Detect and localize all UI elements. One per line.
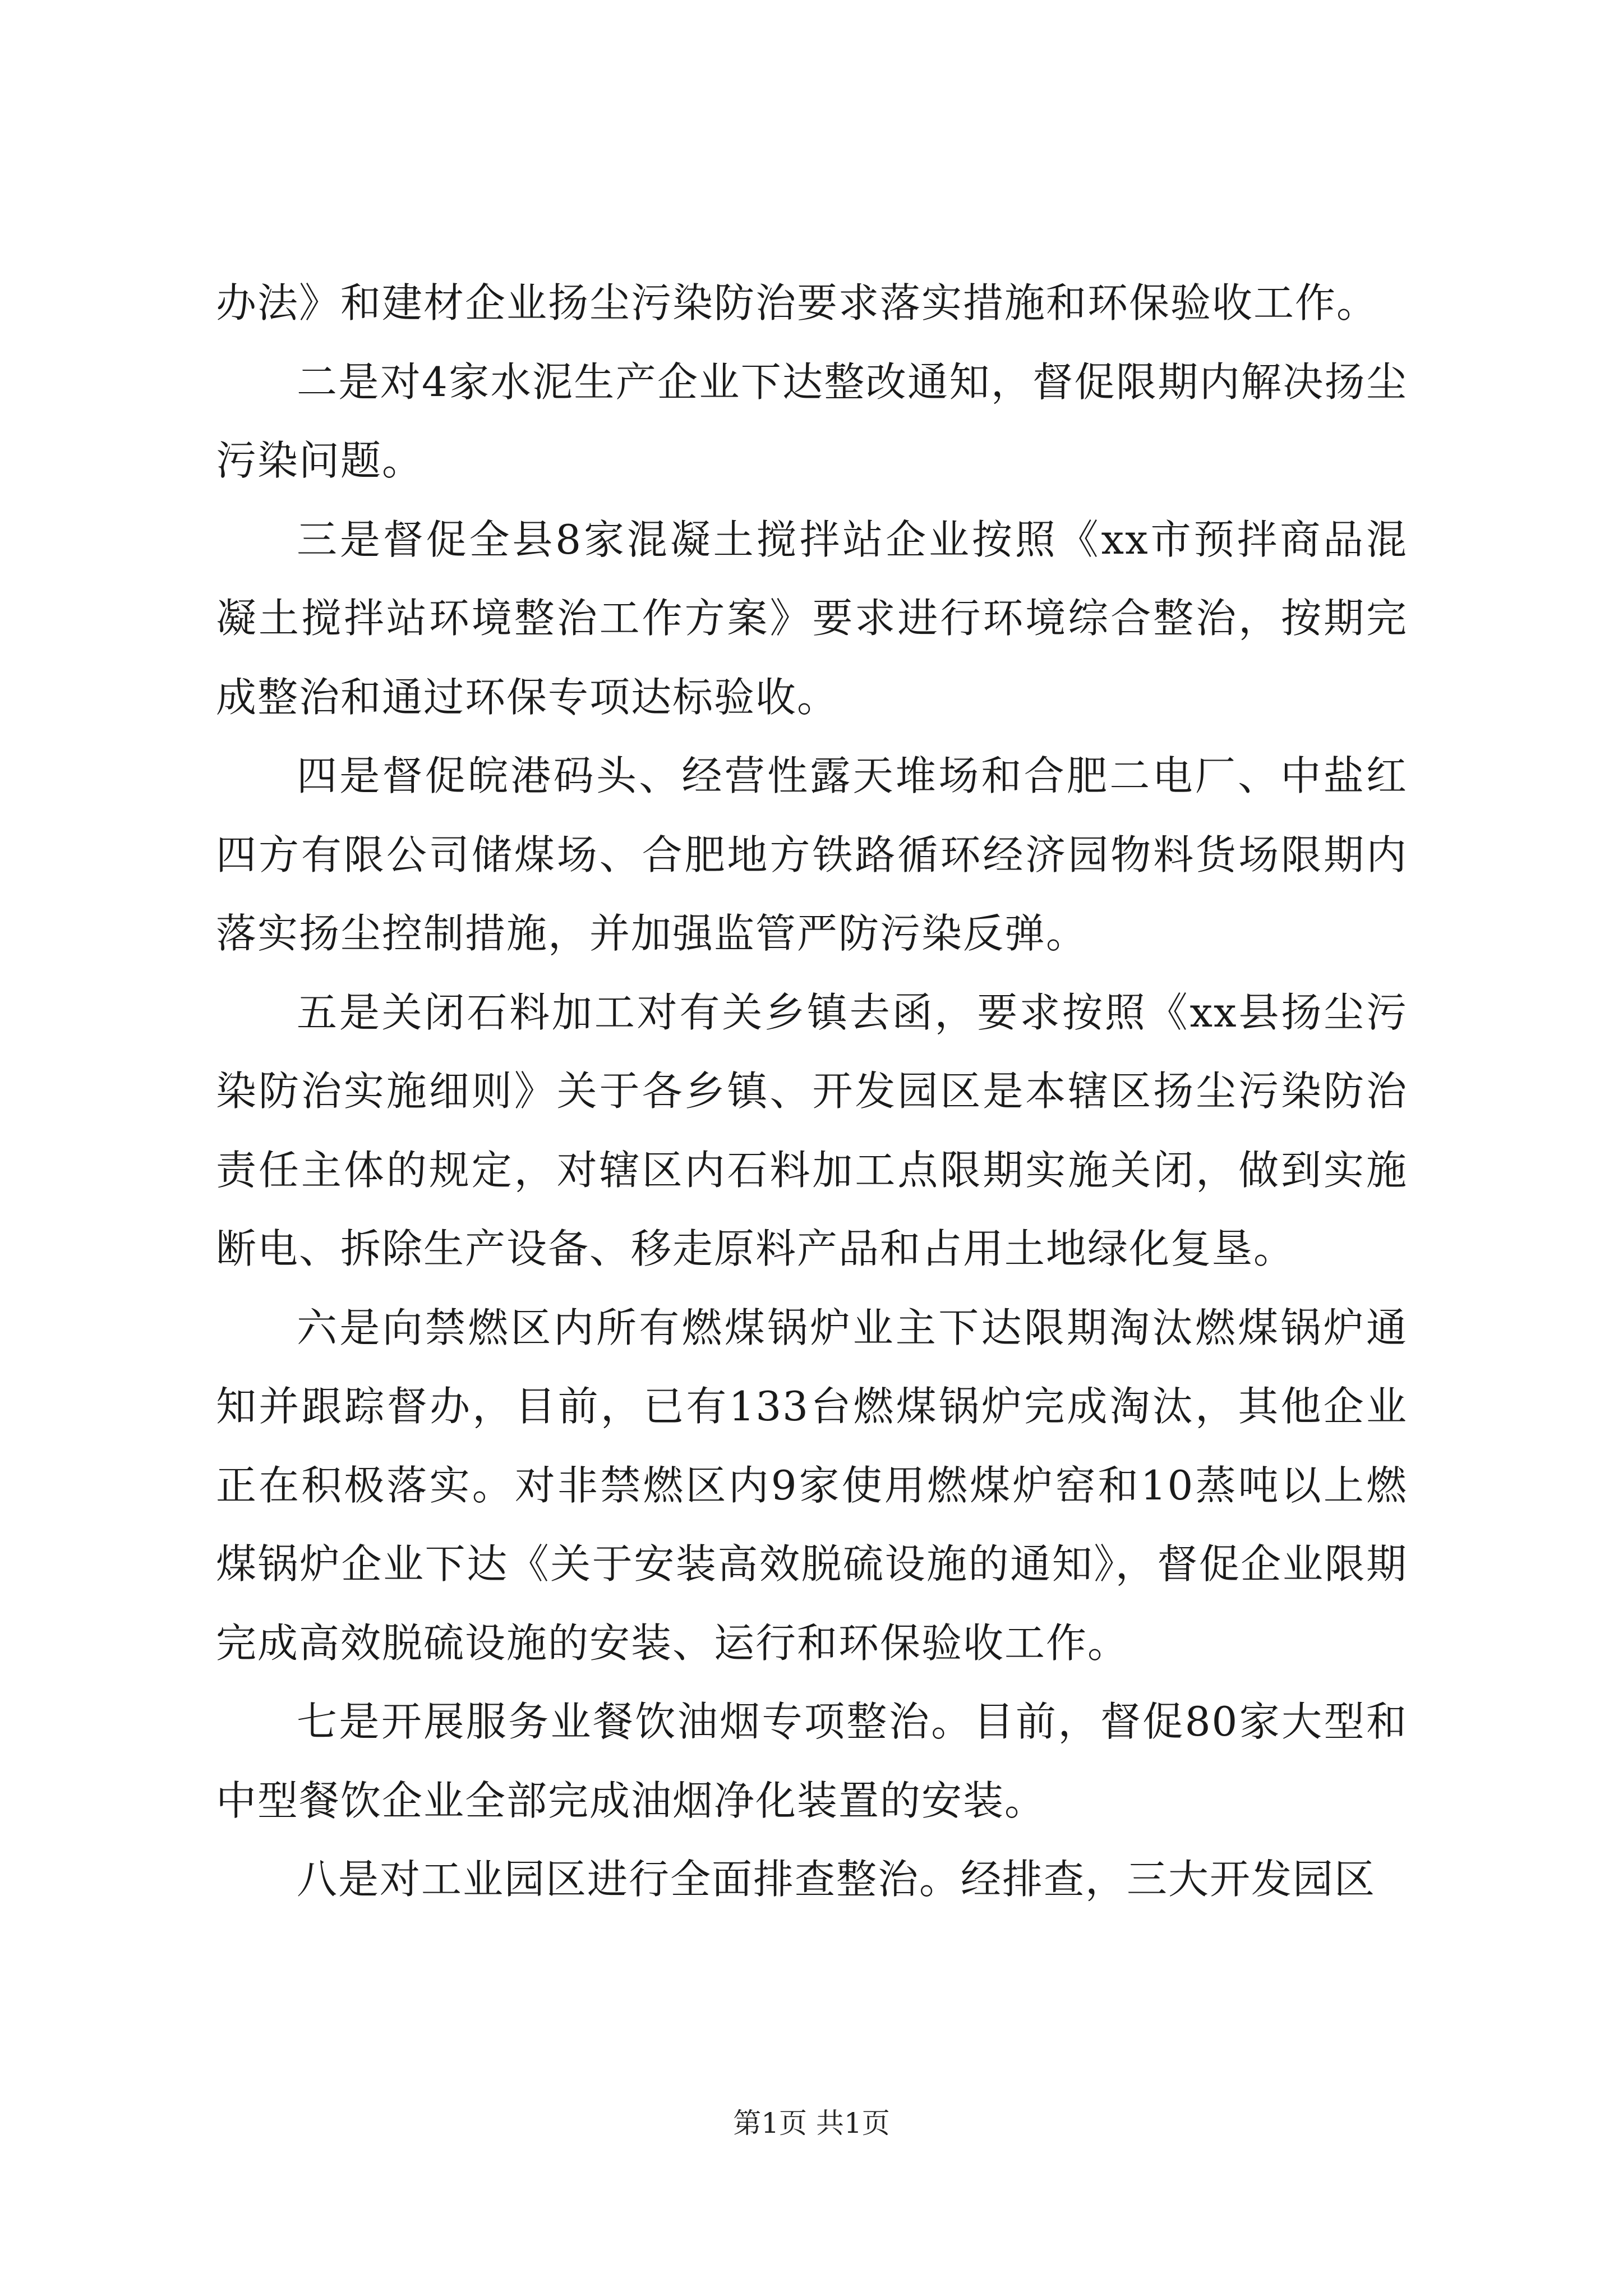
paragraph-continuation: 办法》和建材企业扬尘污染防治要求落实措施和环保验收工作。: [216, 279, 1378, 326]
page-footer: 第1页 共1页: [733, 2107, 890, 2139]
document-body: [216, 264, 1408, 1919]
paragraph-item-8: 八是对工业园区进行全面排查整治。经排查，三大开发园区: [297, 1856, 1376, 1903]
paragraph-item-2: 二是对4家水泥生产企业下达整改通知，督促限期内解决扬尘污染问题。: [216, 358, 1408, 484]
paragraph-item-7: 七是开展服务业餐饮油烟专项整治。目前，督促80家大型和中型餐饮企业全部完成油烟净化装置的安装。: [216, 1698, 1408, 1824]
paragraph-item-5: 五是关闭石料加工对有关乡镇去函，要求按照《xx县扬尘污染防治实施细则》关于各乡镇、开发园区是本辖区扬尘污染防治责任主体的规定，对辖区内石料加工点限期实施关闭，做到实施断电、拆除生产设备、移走原料产品和占用土地绿化复垦。: [216, 988, 1408, 1272]
paragraph-item-3: 三是督促全县8家混凝土搅拌站企业按照《xx市预拌商品混凝土搅拌站环境整治工作方案》要求进行环境综合整治，按期完成整治和通过环保专项达标验收。: [216, 516, 1408, 721]
paragraph-item-4: 四是督促皖港码头、经营性露天堆场和合肥二电厂、中盐红四方有限公司储煤场、合肥地方铁路循环经济园物料货场限期内落实扬尘控制措施，并加强监管严防污染反弹。: [216, 752, 1408, 957]
paragraph-item-6: 六是向禁燃区内所有燃煤锅炉业主下达限期淘汰燃煤锅炉通知并跟踪督办，目前，已有133台燃煤锅炉完成淘汰，其他企业正在积极落实。对非禁燃区内9家使用燃煤炉窑和10蒸吨以上燃煤锅炉企业下达《关于安装高效脱硫设施的通知》，督促企业限期完成高效脱硫设施的安装、运行和环保验收工作。: [216, 1304, 1408, 1667]
